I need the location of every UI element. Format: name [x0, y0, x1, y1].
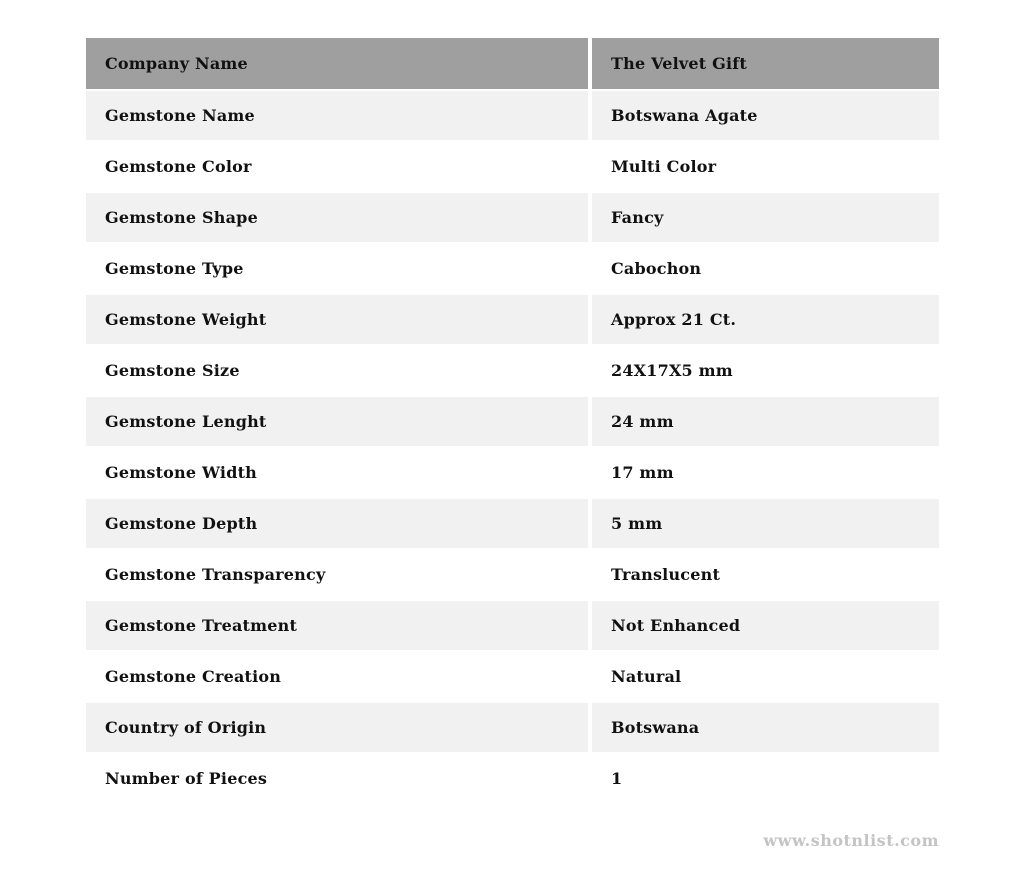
header-company-name-cell: Company Name — [86, 38, 588, 89]
table-row — [86, 346, 939, 395]
row-value-cell: Fancy — [592, 193, 939, 242]
table-row — [86, 499, 939, 548]
row-value-cell: 24X17X5 mm — [592, 346, 939, 395]
row-label-cell: Gemstone Shape — [86, 193, 588, 242]
row-value-cell: Translucent — [592, 550, 939, 599]
row-value-cell: 5 mm — [592, 499, 939, 548]
row-value-cell: Natural — [592, 652, 939, 701]
row-label-cell: Gemstone Color — [86, 142, 588, 191]
row-value-cell: Botswana Agate — [592, 91, 939, 140]
header-company-value-cell: The Velvet Gift — [592, 38, 939, 89]
row-label-cell: Gemstone Treatment — [86, 601, 588, 650]
row-value-cell: 1 — [592, 754, 939, 803]
table-row — [86, 244, 939, 293]
table-row — [86, 91, 939, 140]
table-row — [86, 448, 939, 497]
table-row — [86, 142, 939, 191]
row-label-cell: Gemstone Size — [86, 346, 588, 395]
row-value-cell: 17 mm — [592, 448, 939, 497]
row-label-cell: Country of Origin — [86, 703, 588, 752]
watermark-text: www.shotnlist.com — [763, 831, 939, 850]
table-row — [86, 703, 939, 752]
row-value-cell: Not Enhanced — [592, 601, 939, 650]
table-row — [86, 295, 939, 344]
table-row — [86, 397, 939, 446]
row-label-cell: Number of Pieces — [86, 754, 588, 803]
row-label-cell: Gemstone Weight — [86, 295, 588, 344]
row-label-cell: Gemstone Depth — [86, 499, 588, 548]
row-label-cell: Gemstone Type — [86, 244, 588, 293]
table-body — [86, 91, 939, 803]
row-label-cell: Gemstone Lenght — [86, 397, 588, 446]
table-row — [86, 652, 939, 701]
gemstone-spec-table — [86, 38, 939, 805]
table-header-row — [86, 38, 939, 89]
table-row — [86, 550, 939, 599]
row-label-cell: Gemstone Name — [86, 91, 588, 140]
row-value-cell: Cabochon — [592, 244, 939, 293]
table-row — [86, 193, 939, 242]
row-value-cell: Multi Color — [592, 142, 939, 191]
row-value-cell: Botswana — [592, 703, 939, 752]
table-row — [86, 754, 939, 803]
row-label-cell: Gemstone Transparency — [86, 550, 588, 599]
row-label-cell: Gemstone Creation — [86, 652, 588, 701]
table-row — [86, 601, 939, 650]
row-value-cell: 24 mm — [592, 397, 939, 446]
row-value-cell: Approx 21 Ct. — [592, 295, 939, 344]
row-label-cell: Gemstone Width — [86, 448, 588, 497]
